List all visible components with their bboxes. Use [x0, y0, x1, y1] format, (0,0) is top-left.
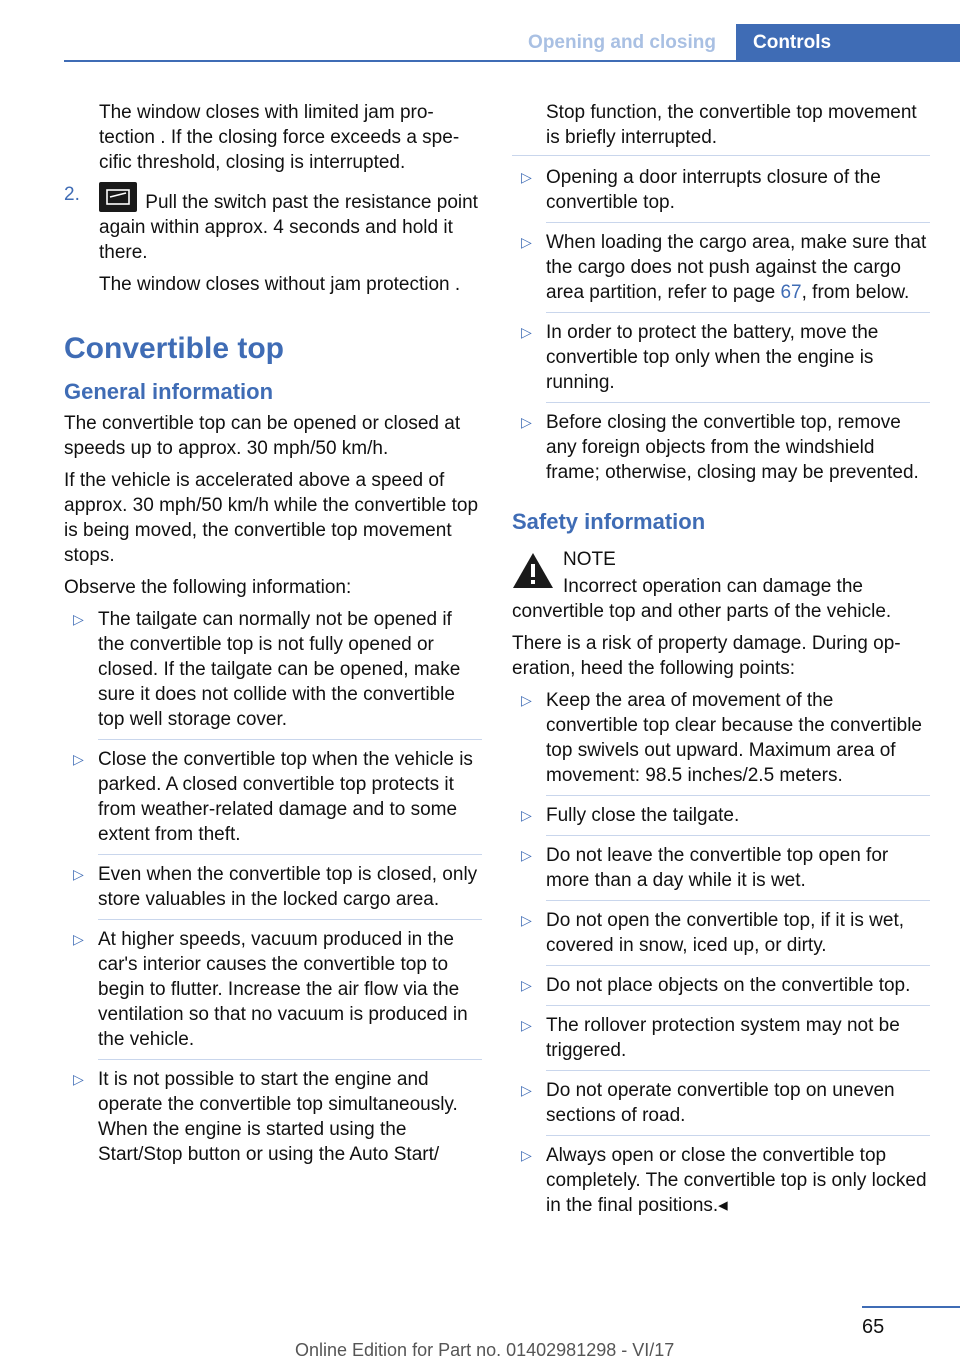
triangle-right-icon: ▷ [521, 977, 532, 993]
list-item-text: Close the convertible top when the vehicle is parked. A closed convertible top protects it from weather-related damage and to some extent from theft. [98, 749, 473, 845]
section-heading: Convertible top [64, 332, 285, 365]
chapter-tab: Controls [736, 24, 960, 62]
triangle-right-icon: ▷ [521, 1082, 532, 1098]
list-item [512, 230, 930, 313]
list-item [512, 165, 930, 223]
cargo-text: When loading the cargo area, make sure that the cargo does not push against the cargo area partition, refer to page [546, 232, 927, 303]
page-reference-link[interactable]: 67 [780, 282, 802, 303]
triangle-right-icon: ▷ [521, 1017, 532, 1033]
page-number: 65 [862, 1316, 885, 1338]
triangle-right-icon: ▷ [521, 414, 532, 430]
triangle-right-icon: ▷ [521, 234, 532, 250]
step-number: 2. [64, 184, 80, 205]
triangle-right-icon: ▷ [73, 931, 84, 947]
list-item-text: Do not open the convertible top, if it is wet, covered in snow, iced up, or dirty. [546, 910, 905, 956]
paragraph: If the vehicle is accelerated above a speed of approx. 30 mph/50 km/h while the convertible top is being moved, the convertible top movement stops. [64, 470, 479, 566]
list-item-text: Before closing the convertible top, remove any foreign objects from the windshield frame; otherwise, closing may be prevented. [546, 412, 919, 483]
note-label: NOTE [563, 549, 616, 570]
list-item-text: Do not place objects on the convertible top. [546, 975, 911, 996]
list-item-text: Even when the convertible top is closed, only store valuables in the locked cargo area. [98, 864, 478, 910]
list-item-text: Opening a door interrupts closure of the convertible top. [546, 167, 881, 213]
triangle-right-icon: ▷ [521, 324, 532, 340]
paragraph: The convertible top can be opened or closed at speeds up to approx. 30 mph/50 km/h. [64, 413, 461, 459]
step-2-text: Pull the switch past the resistance point again within approx. 4 seconds and hold it there. [99, 192, 478, 263]
list-item-text: Always open or close the convertible top completely. The convertible top is only locked in the final positions.◂ [546, 1145, 927, 1216]
right-column [512, 100, 930, 1218]
list-item-text: Keep the area of movement of the convertible top clear because the convertible top swivels out upward. Maximum area of movement: 98.5 inches/2.5 meters. [546, 690, 923, 786]
edition-footer: Online Edition for Part no. 01402981298 - VI/17 [295, 1340, 675, 1360]
triangle-right-icon: ▷ [73, 1071, 84, 1087]
list-item [512, 908, 930, 966]
note-text: Incorrect operation can damage the convertible top and other parts of the vehicle. [512, 576, 892, 622]
triangle-right-icon: ▷ [73, 611, 84, 627]
triangle-right-icon: ▷ [73, 751, 84, 767]
continued-paragraph: The window closes with limited jam protection . If the closing force exceeds a specific threshold, closing is interrupted. [99, 102, 460, 173]
list-item [512, 1013, 930, 1071]
list-item [64, 927, 482, 1060]
header-rule [64, 60, 960, 62]
triangle-right-icon: ▷ [521, 912, 532, 928]
subsection-heading: General information [64, 379, 274, 404]
triangle-right-icon: ▷ [521, 847, 532, 863]
triangle-right-icon: ▷ [73, 866, 84, 882]
list-item [512, 973, 930, 1006]
info-list-continued [512, 165, 930, 485]
safety-list [512, 688, 930, 1218]
list-item-text: It is not possible to start the engine and operate the convertible top simultaneously. When the engine is started using the Start/Stop button or using the Auto Start/ [98, 1069, 458, 1165]
note-block [512, 547, 930, 572]
list-item-text: Fully close the tailgate. [546, 805, 740, 826]
list-item [64, 607, 482, 740]
list-item-text: Do not operate convertible top on uneven sections of road. [546, 1080, 895, 1126]
step-2 [64, 182, 482, 265]
list-item [64, 1067, 482, 1167]
step-2-note: The window closes without jam protection . [99, 274, 461, 295]
list-item [64, 747, 482, 855]
paragraph: Observe the following information: [64, 577, 352, 598]
triangle-right-icon: ▷ [521, 169, 532, 185]
footer-rule [862, 1306, 960, 1308]
section-tab: Opening and closing [528, 32, 716, 53]
divider [512, 155, 930, 156]
list-item-text: At higher speeds, vacuum produced in the car's interior causes the convertible top to begin to flutter. Increase the air flow via the ventilation so that no vacuum is produced in the vehicle. [98, 929, 468, 1050]
list-item-text: The tailgate can normally not be opened if the convertible top is not fully opened or closed. If the tailgate can be opened, make sure it does not collide with the convertible top well storage cover. [98, 609, 461, 730]
continued-text: Stop function, the convertible top movement is briefly interrupted. [546, 102, 917, 148]
cargo-text-end: , from below. [801, 282, 910, 303]
list-item [64, 862, 482, 920]
list-item-text: The rollover protection system may not be triggered. [546, 1015, 900, 1061]
paragraph: There is a risk of property damage. During operation, heed the following points: [512, 633, 901, 679]
list-item [512, 1143, 930, 1218]
list-item [512, 410, 930, 485]
warning-triangle-icon [512, 551, 554, 589]
window-switch-icon [99, 182, 137, 212]
subsection-heading: Safety information [512, 509, 706, 534]
list-item [512, 1078, 930, 1136]
list-item [512, 320, 930, 403]
list-item-text: Do not leave the convertible top open for more than a day while it is wet. [546, 845, 889, 891]
triangle-right-icon: ▷ [521, 692, 532, 708]
list-item [512, 843, 930, 901]
list-item-text: In order to protect the battery, move the convertible top only when the engine is running. [546, 322, 879, 393]
triangle-right-icon: ▷ [521, 1147, 532, 1163]
triangle-right-icon: ▷ [521, 807, 532, 823]
left-column [64, 100, 482, 1167]
list-item [512, 803, 930, 836]
list-item [512, 688, 930, 796]
info-list [64, 607, 482, 1167]
